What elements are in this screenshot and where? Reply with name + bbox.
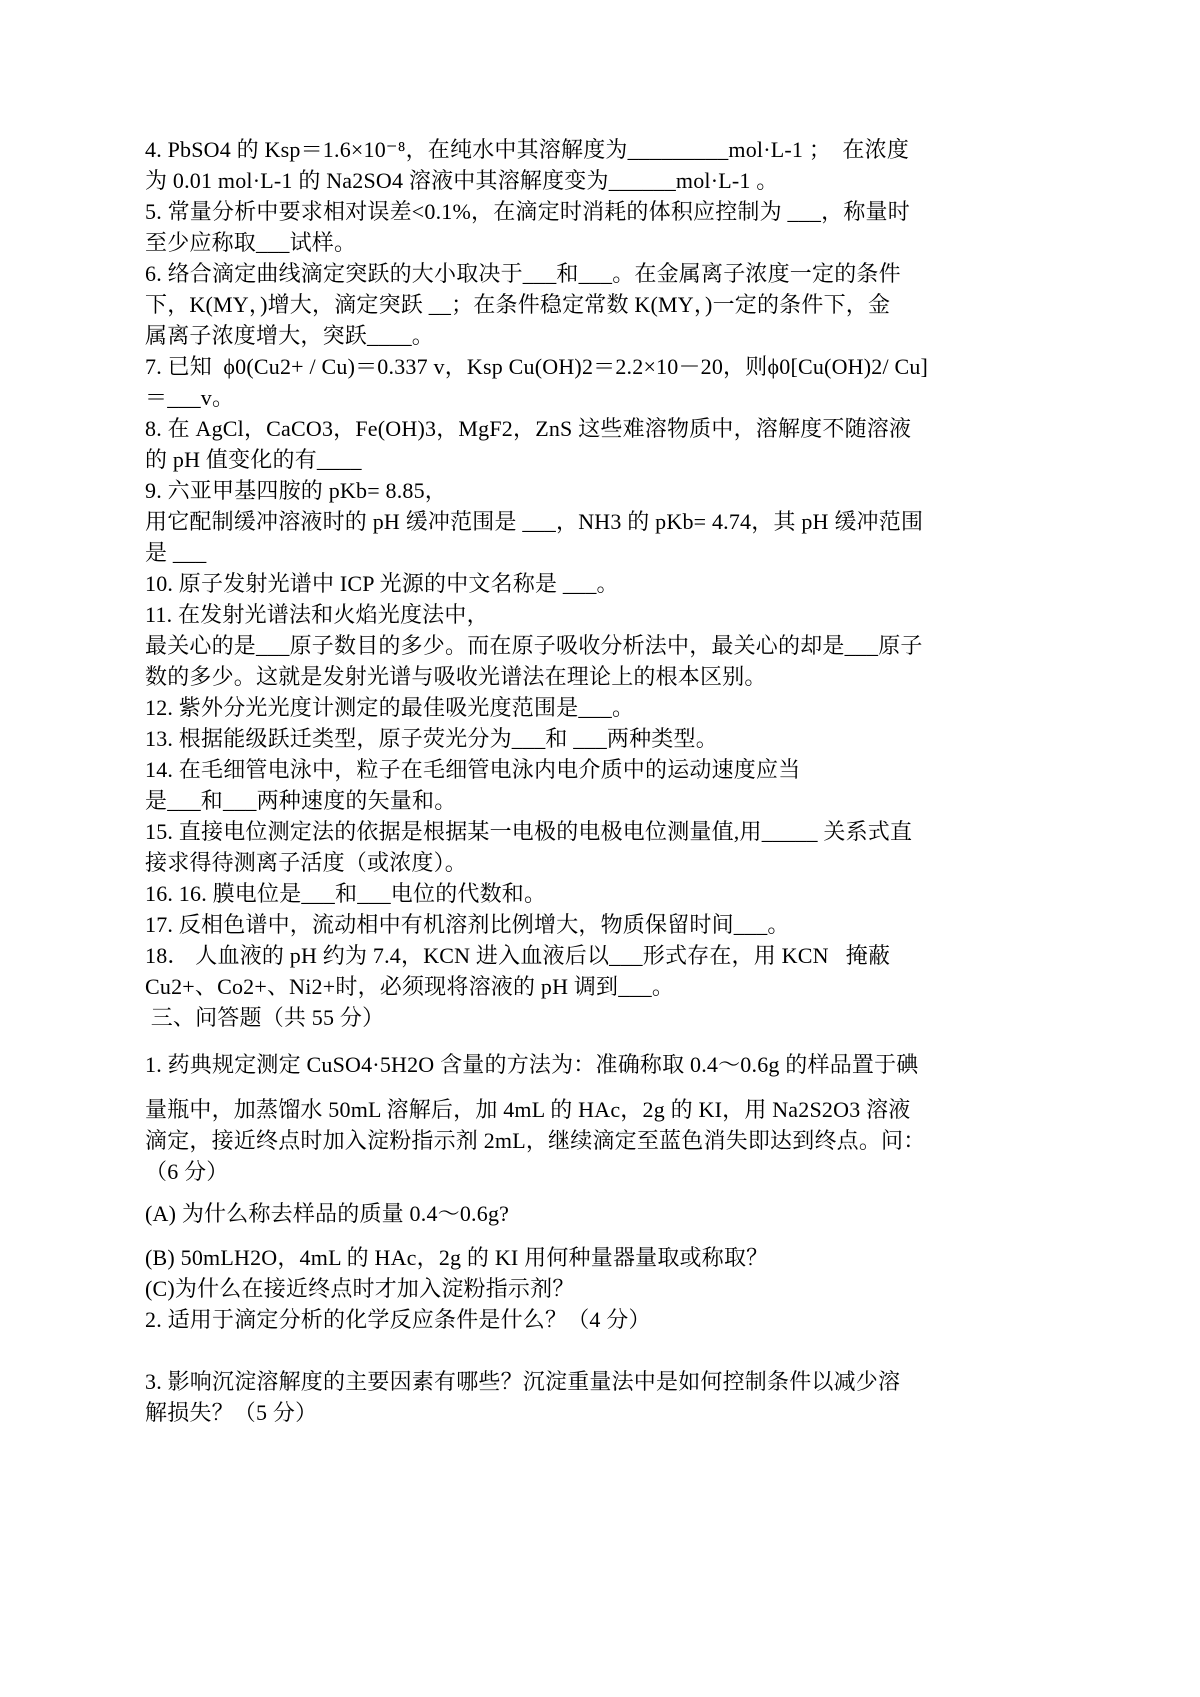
question-4-line-2: 为 0.01 mol·L-1 的 Na2SO4 溶液中其溶解度变为______mol·L-1 。: [145, 168, 779, 193]
essay-q1-line-3: 滴定，接近终点时加入淀粉指示剂 2mL，继续滴定至蓝色消失即达到终点。问：: [145, 1128, 926, 1153]
essay-q1-part-a: (A) 为什么称去样品的质量 0.4～0.6g?: [145, 1201, 510, 1226]
section-3-header: 三、问答题（共 55 分）: [145, 1005, 385, 1030]
essay-q2-line-1: 2. 适用于滴定分析的化学反应条件是什么？（4 分）: [145, 1307, 651, 1332]
question-6-line-2: 下，K(MY，)增大，滴定突跃 __；在条件稳定常数 K(MY，)一定的条件下，金: [145, 292, 891, 317]
question-4-line-1: 4. PbSO4 的 Ksp＝1.6×10⁻⁸，在纯水中其溶解度为_________mol·L-1 ； 在浓度: [145, 137, 910, 162]
question-5-line-2: 至少应称取___试样。: [145, 230, 357, 255]
question-13-line-1: 13. 根据能级跃迁类型，原子荧光分为___和 ___两种类型。: [145, 726, 718, 751]
essay-q1-part-c: (C)为什么在接近终点时才加入淀粉指示剂？: [145, 1276, 575, 1301]
question-11-line-1: 11. 在发射光谱法和火焰光度法中，: [145, 602, 489, 627]
question-8-line-1: 8. 在 AgCl，CaCO3，Fe(OH)3，MgF2，ZnS 这些难溶物质中，溶解度不随溶液: [145, 416, 912, 441]
question-11-line-2: 最关心的是___原子数目的多少。而在原子吸收分析法中，最关心的却是___原子: [145, 633, 923, 658]
question-6-line-3: 属离子浓度增大，突跃____。: [145, 323, 435, 348]
question-18-line-1: 18． 人血液的 pH 约为 7.4，KCN 进入血液后以___形式存在，用 KCN 掩蔽: [145, 943, 891, 968]
question-16-line-1: 16. 16. 膜电位是___和___电位的代数和。: [145, 881, 547, 906]
question-14-line-2: 是___和___两种速度的矢量和。: [145, 788, 457, 813]
essay-q1-part-b: (B) 50mLH2O，4mL 的 HAc，2g 的 KI 用何种量器量取或称取？: [145, 1245, 769, 1270]
question-12-line-1: 12. 紫外分光光度计测定的最佳吸光度范围是___。: [145, 695, 635, 720]
question-11-line-3: 数的多少。这就是发射光谱与吸收光谱法在理论上的根本区别。: [145, 664, 767, 689]
essay-q3-line-2: 解损失？（5 分）: [145, 1400, 318, 1425]
question-10-line-1: 10. 原子发射光谱中 ICP 光源的中文名称是 ___。: [145, 571, 619, 596]
question-5-line-1: 5. 常量分析中要求相对误差<0.1%，在滴定时消耗的体积应控制为 ___，称量时: [145, 199, 910, 224]
question-18-line-2: Cu2+、Co2+、Ni2+时，必须现将溶液的 pH 调到___。: [145, 974, 675, 999]
essay-q1-line-4: （6 分）: [145, 1159, 229, 1184]
question-15-line-2: 接求得待测离子活度（或浓度）。: [145, 850, 468, 875]
question-14-line-1: 14. 在毛细管电泳中，粒子在毛细管电泳内电介质中的运动速度应当: [145, 757, 801, 782]
question-7-line-2: ＝___v。: [145, 385, 235, 410]
question-6-line-1: 6. 络合滴定曲线滴定突跃的大小取决于___和___。在金属离子浓度一定的条件: [145, 261, 901, 286]
question-9-line-2: 用它配制缓冲溶液时的 pH 缓冲范围是 ___，NH3 的 pKb= 4.74，其 pH 缓冲范围: [145, 509, 924, 534]
question-9-line-1: 9. 六亚甲基四胺的 pKb= 8.85，: [145, 478, 447, 503]
question-17-line-1: 17. 反相色谱中，流动相中有机溶剂比例增大，物质保留时间___。: [145, 912, 790, 937]
question-15-line-1: 15. 直接电位测定法的依据是根据某一电极的电极电位测量值,用_____ 关系式直: [145, 819, 913, 844]
question-8-line-2: 的 pH 值变化的有____: [145, 447, 362, 472]
question-9-line-3: 是 ___: [145, 540, 207, 565]
essay-q3-line-1: 3. 影响沉淀溶解度的主要因素有哪些？沉淀重量法中是如何控制条件以减少溶: [145, 1369, 901, 1394]
essay-q1-line-2: 量瓶中，加蒸馏水 50mL 溶解后，加 4mL 的 HAc，2g 的 KI，用 Na2S2O3 溶液: [145, 1097, 911, 1122]
essay-q1-line-1: 1. 药典规定测定 CuSO4·5H2O 含量的方法为：准确称取 0.4～0.6g 的样品置于碘: [145, 1052, 919, 1077]
question-7-line-1: 7. 已知 ϕ0(Cu2+ / Cu)＝0.337 v，Ksp Cu(OH)2＝2.2×10－20，则ϕ0[Cu(OH)2/ Cu]: [145, 354, 929, 379]
